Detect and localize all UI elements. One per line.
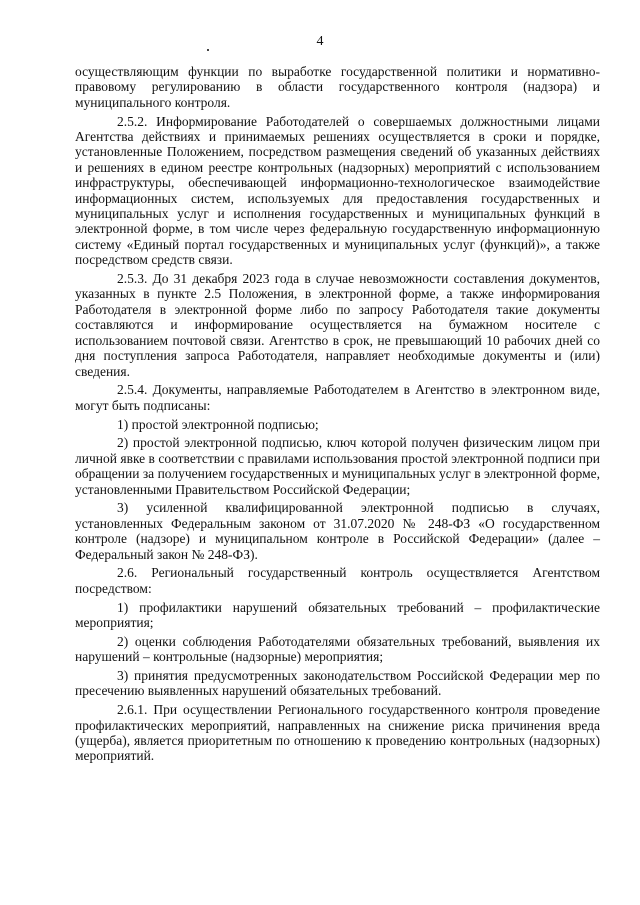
list-item: 2) оценки соблюдения Работодателями обязательных требований, выявления их нарушений – контрольные (надзорные) мероприятия;	[75, 633, 600, 665]
list-item: 2) простой электронной подписью, ключ которой получен физическим лицом при личной явке в соответствии с правилами использования простой электронной подписи при обращении за получением государственных и муниципальных услуг в электронной форме, установленными Правительством Российской Федерации;	[75, 435, 600, 497]
paragraph-2-6: 2.6. Региональный государственный контроль осуществляется Агентством посредством:	[75, 565, 600, 596]
document-body	[75, 64, 600, 767]
paragraph-2-5-4: 2.5.4. Документы, направляемые Работодателем в Агентство в электронном виде, могут быть подписаны:	[75, 382, 600, 413]
list-item: 3) усиленной квалифицированной электронной подписью в случаях, установленных Федеральным законом от 31.07.2020 № 248-ФЗ «О государственном контроле (надзоре) и муниципальном контроле в Российской Федерации» (далее – Федеральный закон № 248-ФЗ).	[75, 500, 600, 562]
list-item: 1) профилактики нарушений обязательных требований – профилактические мероприятия;	[75, 599, 600, 630]
paragraph-2-5-2: 2.5.2. Информирование Работодателей о совершаемых должностными лицами Агентства действиях и принимаемых решениях осуществляется в сроки и порядке, установленные Положением, посредством размещения сведений об указанных действиях и решениях в едином реестре контрольных (надзорных) мероприятий с использованием инфраструктуры, обеспечивающей информационно-технологическое взаимодействие информационных систем, используемых для предоставления государственных и муниципальных услуг и исполнения государственных и муниципальных функций в электронной форме, в том числе через федеральную государственную информационную систему «Единый портал государственных и муниципальных услуг (функций)», а также посредством средств связи.	[75, 113, 600, 268]
list-item: 3) принятия предусмотренных законодательством Российской Федерации мер по пресечению выявленных нарушений обязательных требований.	[75, 667, 600, 699]
paragraph-2-6-1: 2.6.1. При осуществлении Регионального государственного контроля проведение профилактических мероприятий, направленных на снижение риска причинения вреда (ущерба), является приоритетным по отношению к проведению контрольных (надзорных) мероприятий.	[75, 702, 600, 764]
paragraph: осуществляющим функции по выработке государственной политики и нормативно-правовому регулированию в области государственного контроля (надзора) и муниципального контроля.	[75, 64, 600, 110]
page-number: 4	[316, 34, 324, 49]
paragraph-2-5-3: 2.5.3. До 31 декабря 2023 года в случае невозможности составления документов, указанных в пункте 2.5 Положения, в электронной форме, а также информирования Работодателя в электронной форме либо по запросу Работодателя такие документы составляются и информирование осуществляется на бумажном носителе с использованием почтовой связи. Агентство в срок, не превышающий 10 рабочих дней со дня поступления запроса Работодателя, направляет необходимые документы и (или) сведения.	[75, 271, 600, 379]
list-item: 1) простой электронной подписью;	[117, 416, 319, 432]
scan-speck	[207, 49, 209, 51]
